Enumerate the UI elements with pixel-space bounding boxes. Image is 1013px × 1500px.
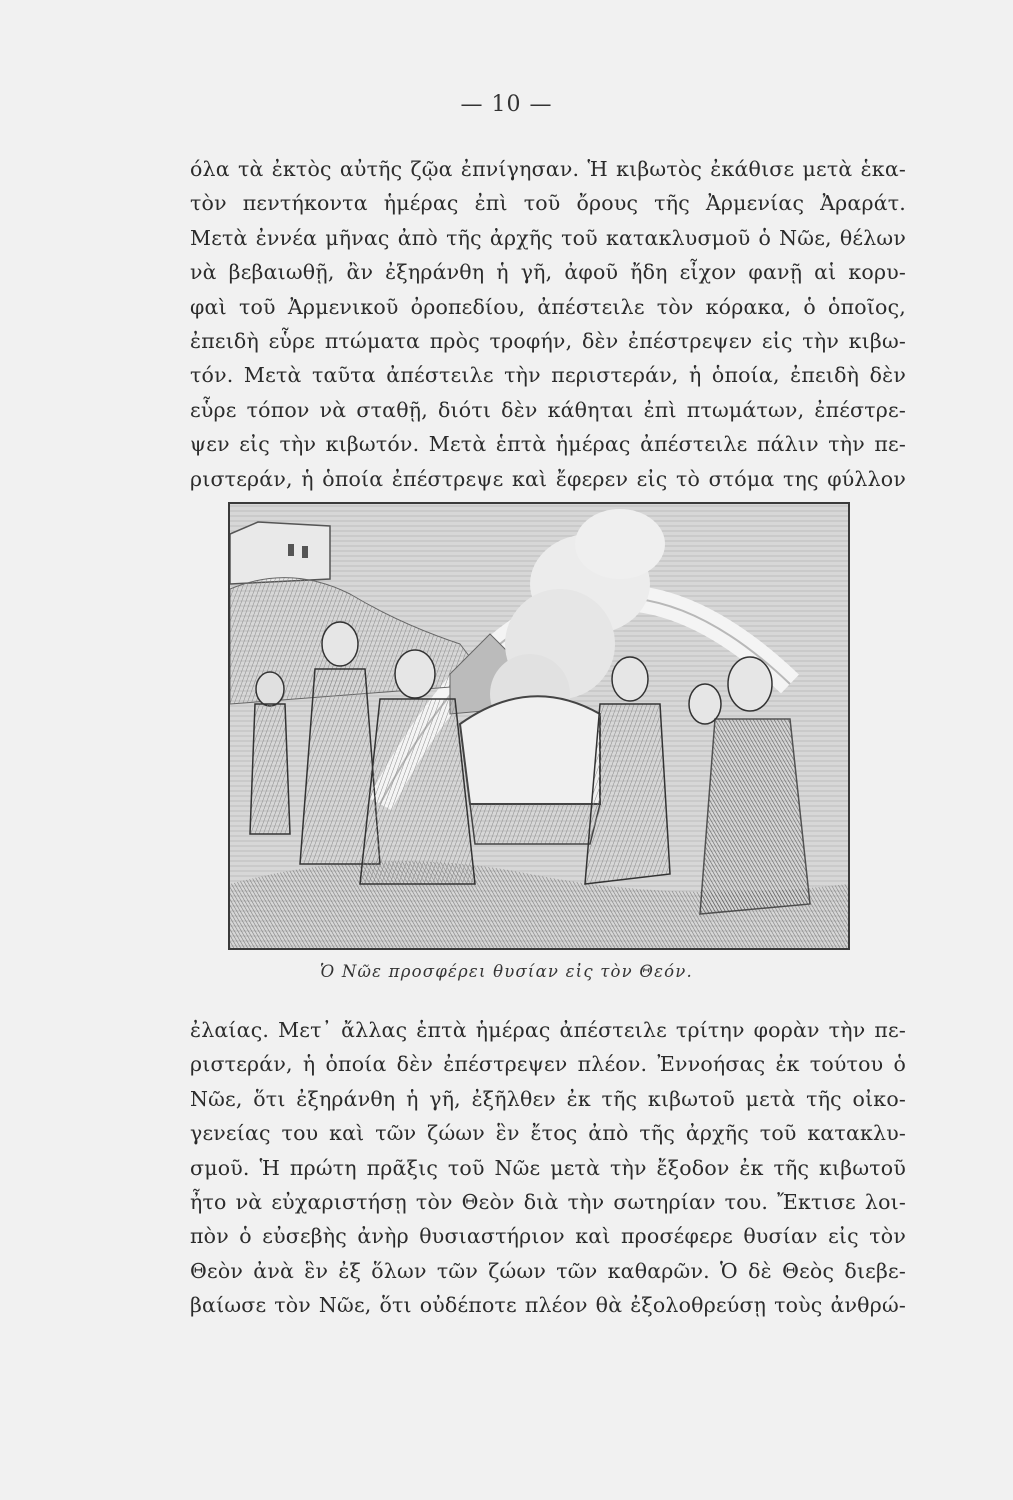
text-line: σμοῦ. Ἡ πρώτη πρᾶξις τοῦ Νῶε μετὰ τὴν ἔξοδον ἐκ τῆς κιβωτοῦ <box>190 1155 906 1180</box>
illustration-noah-sacrifice <box>228 502 850 950</box>
text-line: ἦτο νὰ εὐχαριστήσῃ τὸν Θεὸν διὰ τὴν σωτηρίαν του. Ἔκτισε λοι- <box>190 1189 906 1214</box>
text-line: Μετὰ ἐννέα μῆνας ἀπὸ τῆς ἀρχῆς τοῦ κατακλυσμοῦ ὁ Νῶε, θέλων <box>190 225 906 250</box>
text-line: ψεν εἰς τὴν κιβωτόν. Μετὰ ἑπτὰ ἡμέρας ἀπέστειλε πάλιν τὴν πε- <box>190 432 906 457</box>
text-line: βαίωσε τὸν Νῶε, ὅτι οὐδέποτε πλέον θὰ ἐξολοθρεύσῃ τοὺς ἀνθρώ- <box>190 1293 906 1318</box>
text-line: εὗρε τόπον νὰ σταθῇ, διότι δὲν κάθηται ἐπὶ πτωμάτων, ἐπέστρε- <box>190 397 906 422</box>
text-line: πὸν ὁ εὐσεβὴς ἀνὴρ θυσιαστήριον καὶ προσέφερε θυσίαν εἰς τὸν <box>190 1224 906 1249</box>
text-line: ἐπειδὴ εὗρε πτώματα πρὸς τροφήν, δὲν ἐπέστρεψεν εἰς τὴν κιβω- <box>190 328 906 353</box>
illustration-caption: Ὁ Νῶε προσφέρει θυσίαν εἰς τὸν Θεόν. <box>320 962 693 981</box>
engraving-image <box>230 504 848 948</box>
text-line: τὸν πεντήκοντα ἡμέρας ἐπὶ τοῦ ὄρους τῆς Ἀρμενίας Ἀραράτ. <box>190 191 906 216</box>
text-line: ριστεράν, ἡ ὁποία ἐπέστρεψε καὶ ἔφερεν εἰς τὸ στόμα της φύλλον <box>190 466 906 491</box>
text-line: νὰ βεβαιωθῇ, ἂν ἐξηράνθη ἡ γῆ, ἀφοῦ ἤδη εἶχον φανῇ αἱ κορυ- <box>190 260 906 285</box>
text-line: όλα τὰ ἐκτὸς αὐτῆς ζῷα ἐπνίγησαν. Ἡ κιβωτὸς ἐκάθισε μετὰ ἑκα- <box>190 157 906 181</box>
paragraph-bottom <box>190 1013 906 1323</box>
text-line: τόν. Μετὰ ταῦτα ἀπέστειλε τὴν περιστεράν, ἡ ὁποία, ἐπειδὴ δὲν <box>190 363 906 388</box>
page-number: — 10 — <box>460 92 553 117</box>
text-line: φαὶ τοῦ Ἀρμενικοῦ ὀροπεδίου, ἀπέστειλε τὸν κόρακα, ὁ ὁποῖος, <box>190 294 906 319</box>
text-line: ἐλαίας. Μετ᾽ ἄλλας ἑπτὰ ἡμέρας ἀπέστειλε τρίτην φορὰν τὴν πε- <box>190 1018 906 1042</box>
text-line: Θεὸν ἀνὰ ἓν ἐξ ὅλων τῶν ζώων τῶν καθαρῶν. Ὁ δὲ Θεὸς διεβε- <box>190 1258 906 1283</box>
paragraph-top <box>190 152 906 496</box>
text-line: γενείας του καὶ τῶν ζώων ἓν ἔτος ἀπὸ τῆς ἀρχῆς τοῦ κατακλυ- <box>190 1121 906 1146</box>
text-line: ριστεράν, ἡ ὁποία δὲν ἐπέστρεψεν πλέον. Ἐννοήσας ἐκ τούτου ὁ <box>190 1052 906 1077</box>
text-line: Νῶε, ὅτι ἐξηράνθη ἡ γῆ, ἐξῆλθεν ἐκ τῆς κιβωτοῦ μετὰ τῆς οἰκο- <box>190 1086 906 1111</box>
